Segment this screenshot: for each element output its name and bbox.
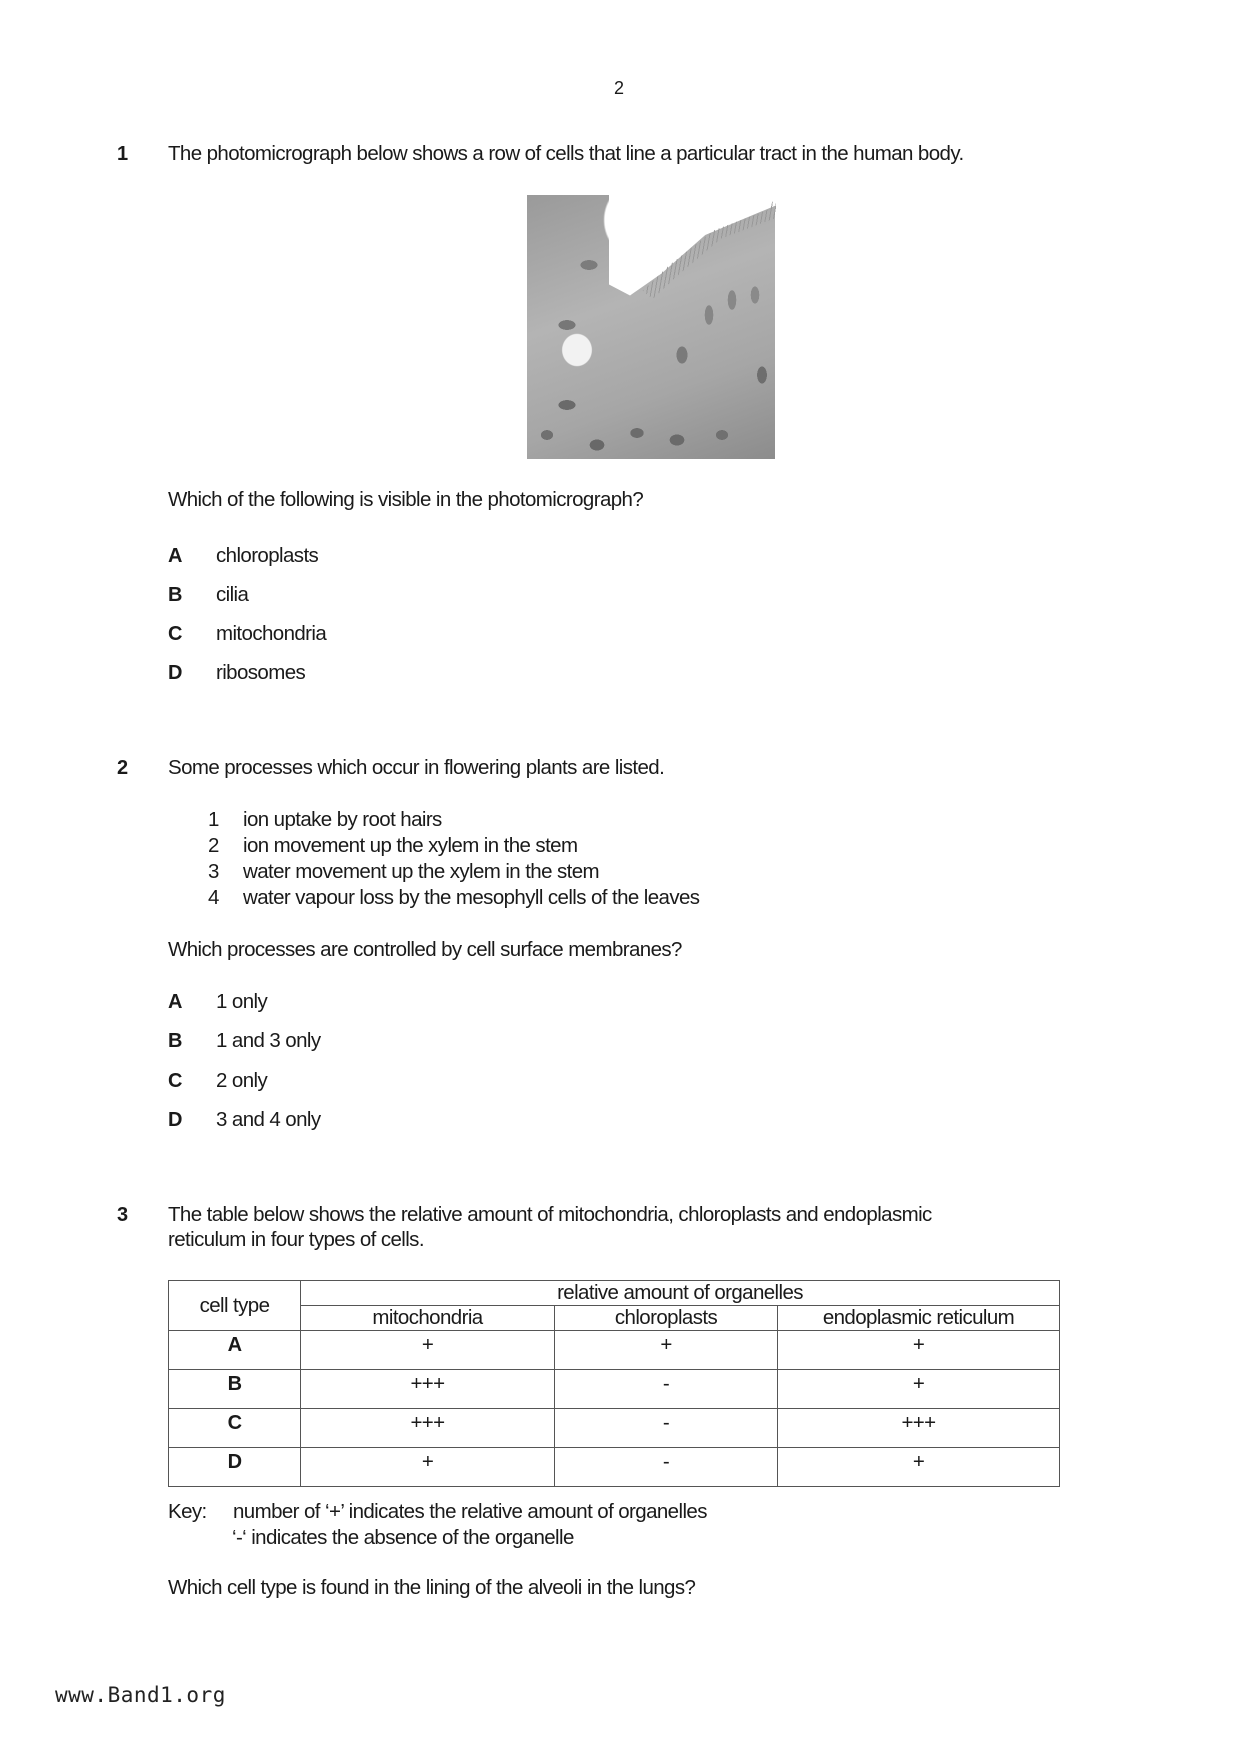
question-prompt: Which of the following is visible in the photomicrograph?: [168, 488, 644, 511]
question-number: 2: [117, 757, 129, 779]
question-prompt: Which processes are controlled by cell surface membranes?: [168, 938, 682, 961]
cell-type-label: B: [169, 1370, 301, 1409]
cell-value: +: [301, 1331, 555, 1370]
cell-value: +: [778, 1331, 1060, 1370]
table-subheader-row: [169, 1306, 1060, 1331]
option-letter: D: [168, 662, 183, 684]
option-letter: C: [168, 1070, 183, 1092]
header-endoplasmic-reticulum: endoplasmic reticulum: [778, 1306, 1060, 1331]
process-text: water vapour loss by the mesophyll cells of the leaves: [243, 886, 700, 909]
cell-value: +++: [301, 1370, 555, 1409]
key-line-1: number of ‘+’ indicates the relative amount of organelles: [233, 1500, 707, 1523]
cell-value: +++: [301, 1409, 555, 1448]
cell-type-label: A: [169, 1331, 301, 1370]
option-letter: B: [168, 584, 183, 606]
cell-value: +: [555, 1331, 778, 1370]
option-text: 2 only: [216, 1069, 268, 1092]
key-label: Key:: [168, 1500, 207, 1523]
header-chloroplasts: chloroplasts: [555, 1306, 778, 1331]
cell-value: -: [555, 1409, 778, 1448]
option-text: 1 and 3 only: [216, 1029, 321, 1052]
header-mitochondria: mitochondria: [301, 1306, 555, 1331]
question-number: 3: [117, 1204, 129, 1226]
option-text: chloroplasts: [216, 544, 319, 567]
header-organelles-group: relative amount of organelles: [301, 1281, 1060, 1306]
table-row: [169, 1331, 1060, 1370]
question-stem-line-1: The table below shows the relative amount of mitochondria, chloroplasts and endoplasmic: [168, 1203, 932, 1226]
table-header-row: [169, 1281, 1060, 1306]
process-number: 3: [208, 860, 219, 883]
process-number: 2: [208, 834, 219, 857]
cell-value: +++: [778, 1409, 1060, 1448]
table-row: [169, 1370, 1060, 1409]
header-cell-type: cell type: [169, 1281, 301, 1331]
cell-value: -: [555, 1370, 778, 1409]
organelle-table: [168, 1280, 1060, 1487]
option-letter: A: [168, 545, 183, 567]
key-line-2: ‘-‘ indicates the absence of the organelle: [232, 1526, 574, 1549]
page-number: 2: [614, 78, 625, 98]
cell-type-label: C: [169, 1409, 301, 1448]
option-letter: A: [168, 991, 183, 1013]
option-text: ribosomes: [216, 661, 306, 684]
question-number: 1: [117, 143, 129, 165]
process-text: ion movement up the xylem in the stem: [243, 834, 578, 857]
question-stem: The photomicrograph below shows a row of cells that line a particular tract in the human body.: [168, 142, 964, 165]
cell-value: +: [778, 1370, 1060, 1409]
process-number: 1: [208, 808, 219, 831]
photomicrograph-image: [527, 195, 775, 459]
option-text: 1 only: [216, 990, 268, 1013]
question-stem-line-2: reticulum in four types of cells.: [168, 1228, 424, 1251]
process-number: 4: [208, 886, 219, 909]
cell-value: -: [555, 1448, 778, 1487]
option-letter: D: [168, 1109, 183, 1131]
process-text: ion uptake by root hairs: [243, 808, 442, 831]
footer-watermark: www.Band1.org: [55, 1683, 226, 1707]
table-row: [169, 1448, 1060, 1487]
cell-type-label: D: [169, 1448, 301, 1487]
option-text: mitochondria: [216, 622, 327, 645]
table-row: [169, 1409, 1060, 1448]
option-letter: C: [168, 623, 183, 645]
option-letter: B: [168, 1030, 183, 1052]
cell-value: +: [778, 1448, 1060, 1487]
option-text: 3 and 4 only: [216, 1108, 321, 1131]
option-text: cilia: [216, 583, 249, 606]
question-prompt: Which cell type is found in the lining of the alveoli in the lungs?: [168, 1576, 696, 1599]
cell-value: +: [301, 1448, 555, 1487]
process-text: water movement up the xylem in the stem: [243, 860, 600, 883]
question-stem: Some processes which occur in flowering plants are listed.: [168, 756, 665, 779]
